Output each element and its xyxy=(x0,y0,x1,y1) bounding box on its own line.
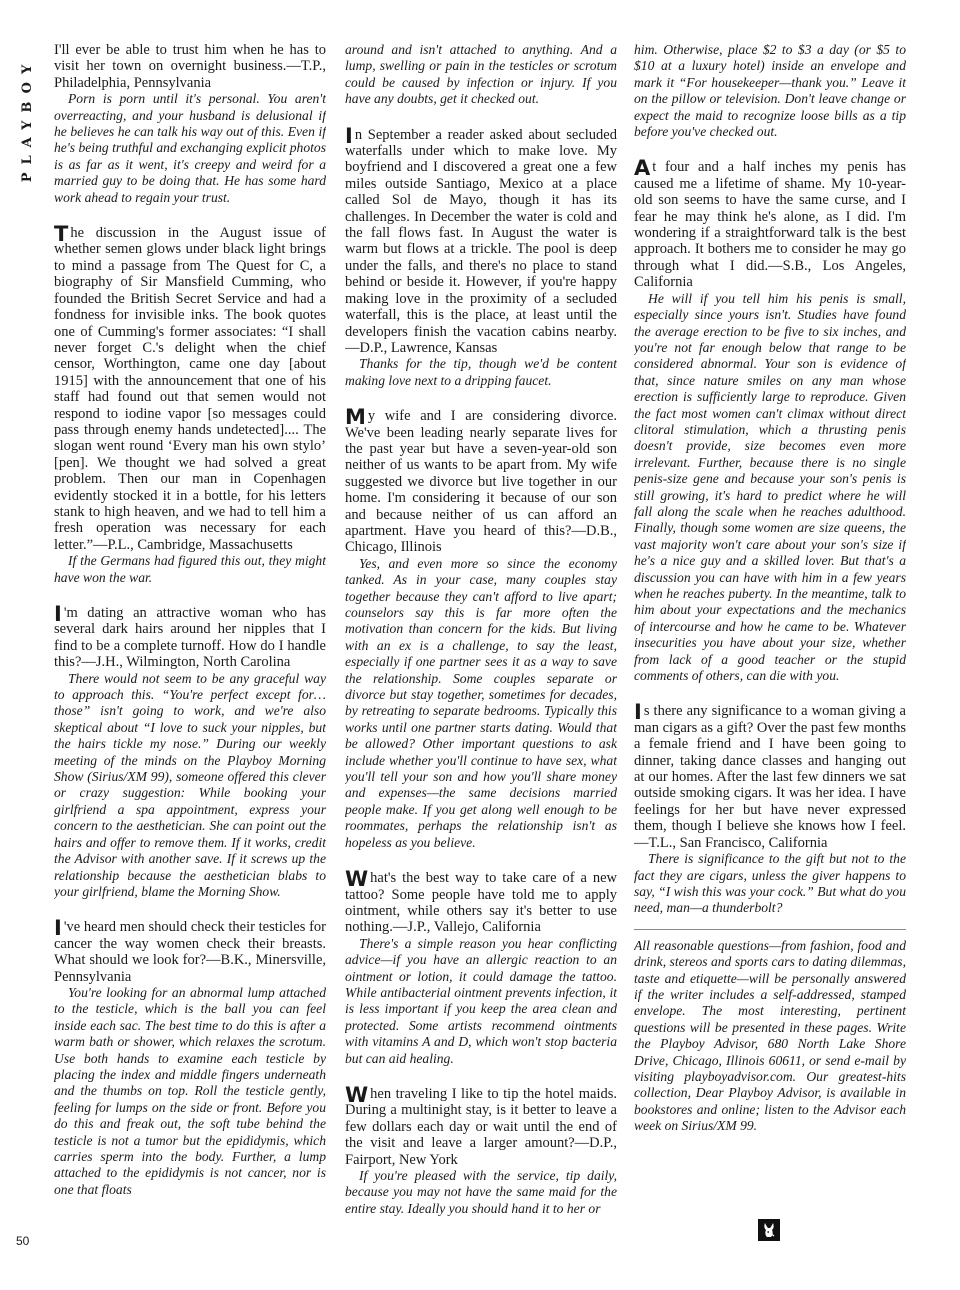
section-divider xyxy=(634,929,906,930)
rabbit-head-icon xyxy=(758,1219,780,1241)
drop-cap: I xyxy=(345,123,353,148)
drop-cap: W xyxy=(345,1082,369,1107)
drop-cap: W xyxy=(345,867,369,892)
paragraph-text: n September a reader asked about secluded waterfalls under which to make love. My boyfriend and I discovered a great one a few miles outside Santiago, Mexico at a place called Sol de Mayo, though it has its challenges. In December the water is cold and the fall flows fast. In August the water is warm but flows at a trickle. The pool is deep under the falls, and there's no place to stand behind or beside it. However, if you're happy making love in the proximity of a secluded waterfall, this is the place, at least until the developers finish the vacation cabins nearby.—D.P., Lawrence, Kansas xyxy=(345,126,617,356)
paragraph-text: If the Germans had figured this out, they might have won the war. xyxy=(54,553,326,585)
submission-note xyxy=(634,938,906,1135)
column-3 xyxy=(634,42,906,1252)
paragraph-text: You're looking for an abnormal lump attached to the testicle, which is the ball you can feel inside each sac. The best time to do this is after a warm bath or shower, which relaxes the scrotum. Use both hands to examine each testicle by placing the index and middle fingers underneath and the thumbs on top. Roll the testicle gently, feeling for lumps on the side or front. Before you do this and freak out, the soft tube behind the testicle is not a tumor but the epididymis, which carries sperm into the body. Further, a lump attached to the epididymis is not cancer, nor is one that floats xyxy=(54,984,326,1197)
advisor-answer xyxy=(634,851,906,917)
advisor-answer xyxy=(54,91,326,206)
paragraph-text: 'm dating an attractive woman who has several dark hairs around her nipples that I find to be a complete turnoff. How do I handle this?—J.H., Wilmington, North Carolina xyxy=(54,605,326,671)
reader-question xyxy=(54,42,326,91)
column-1 xyxy=(54,42,326,1252)
paragraph-text: Porn is porn until it's personal. You aren't overreacting, and your husband is delusional if he believes he can talk his way out of this. Even if he's being truthful and exchanging explicit photos is as far as it went, it's creepy and weird for a married guy to be doing that. He has some hard work ahead to regain your trust. xyxy=(54,91,326,205)
reader-question xyxy=(345,1082,617,1168)
paragraph-text: he discussion in the August issue of whether semen glows under black light brings to mind a passage from The Quest for C, a biography of Sir Mansfield Cumming, who founded the British Secret Service and had a fondness for invisible inks. The book quotes one of Cumming's former associates: “I shall never forget C.'s delight when the chief censor, Worthington, came one day [about 1915] with the announcement that one of his staff had found out that semen would not respond to iodine vapor [so messages could pass through enemy hands undetected].... The slogan went round ‘Every man his own stylo’ [pen]. We thought we had solved a great problem. Then our man in Copenhagen evidently stocked it in a bottle, for his letters stank to high heaven, and we had to tell him a fresh operation was necessary for each letter.”—P.L., Cambridge, Massachusetts xyxy=(54,225,326,553)
paragraph-text: If you're pleased with the service, tip daily, because you may not have the same maid for the entire stay. Ideally you should hand it to her or xyxy=(345,1168,617,1216)
drop-cap: I xyxy=(54,916,62,941)
column-2 xyxy=(345,42,617,1252)
paragraph-text: t four and a half inches my penis has caused me a lifetime of shame. My 10-year-old son seems to have the same curse, and I fear he may think he's alone, as I did. I'm wondering if a straightforward talk is the best approach. It bothers me to consider he may go through what I did.—S.B., Los Angeles, California xyxy=(634,159,906,291)
reader-question xyxy=(634,700,906,851)
drop-cap: I xyxy=(54,602,62,626)
paragraph-text: There would not seem to be any graceful way to approach this. “You're perfect except for… those” isn't going to work, and we're also skeptical about “I love to suck your nipples, but the hairs tickle my nose.” During our weekly meeting of the minds on the Playboy Morning Show (Sirius/XM 99), someone offered this clever or crazy suggestion: While booking your girlfriend a spa appointment, express your concern to the aesthetician. She can point out the hairs and offer to remove them. If it works, credit the Advisor with another save. If it screws up the relationship because the aesthetician blabs to your girlfriend, blame the Morning Show. xyxy=(54,670,326,899)
paragraph-text: hen traveling I like to tip the hotel maids. During a multinight stay, is it better to leave a few dollars each day or wait until the end of the visit and leave a larger amount?—D.P., Fairport, New York xyxy=(345,1085,617,1168)
advisor-answer xyxy=(54,553,326,586)
paragraph-text: There is significance to the gift but not to the fact they are cigars, unless the giver happens to say, “I wish this was your cock.” But what do you need, man—a thunderbolt? xyxy=(634,851,906,916)
masthead-title: PLAYBOY xyxy=(20,56,36,182)
paragraph-text: around and isn't attached to anything. And a lump, swelling or pain in the testicles or scrotum could be caused by infection or injury. If you have any doubts, get it checked out. xyxy=(345,42,617,107)
paragraph-text: There's a simple reason you hear conflicting advice—if you have an allergic reaction to an ointment or lotion, it could damage the tattoo. While antibacterial ointment prevents infection, it is less important if you keep the area clean and protected. Some artists recommend ointments with vitamins A and D, which won't stop bacteria but can aid healing. xyxy=(345,935,617,1066)
paragraph-text: I'll ever be able to trust him when he has to visit her town on overnight business.—T.P., Philadelphia, Pennsylvania xyxy=(54,42,326,91)
paragraph-text: All reasonable questions—from fashion, food and drink, stereos and sports cars to dating dilemmas, taste and etiquette—will be personally answered if the writer includes a self-addressed, stamped envelope. The most interesting, pertinent questions will be presented in these pages. Write the Playboy Advisor, 680 North Lake Shore Drive, Chicago, Illinois 60611, or send e-mail by visiting playboyadvisor.com. Our greatest-hits collection, Dear Playboy Advisor, is available in bookstores and online; listen to the Advisor each week on Sirius/XM 99. xyxy=(634,937,906,1134)
drop-cap: M xyxy=(345,405,366,430)
drop-cap: I xyxy=(634,700,642,725)
advisor-answer xyxy=(345,42,617,108)
advisor-answer xyxy=(345,936,617,1067)
advisor-answer xyxy=(345,1168,617,1217)
paragraph-text: He will if you tell him his penis is small, especially since yours isn't. Studies have found the average erection to be five to six inches, and you're not far enough below that range to be considered abnormal. Your son is evidence of that, since nature smiles on any man whose erection is sufficiently large to reproduce. Given the fact most women can't climax without direct clitoral stimulation, which a thrusting penis doesn't provide, size becomes even more irrelevant. Further, because there is no single penis-size gene and because your son's penis is still growing, it's hard to predict where he will fall along the scale when he reaches adulthood. Finally, though some women are size queens, the vast majority won't care about your son's size if he's a nice guy and a skilled lover. But that's a discussion you can have with him in a few years when he reaches puberty. In the meantime, talk to him about your expectations and the mechanics of intercourse and how he came to be. Whatever insecurities you have about your size, whether from lack of a good teacher or the stupid comments of others, can die with you. xyxy=(634,290,906,684)
reader-question xyxy=(634,156,906,291)
paragraph-text: s there any significance to a woman giving a man cigars as a gift? Over the past few months a female friend and I have been going to dinner, taking dance classes and hanging out at our homes. After the last few dinners we sat outside smoking cigars. It was her idea. I have feelings for her but have never expressed them, though I believe she knows how I feel.—T.L., San Francisco, California xyxy=(634,703,906,851)
advisor-answer xyxy=(345,556,617,851)
paragraph-text: y wife and I are considering divorce. We've been leading nearly separate lives for the past year but have a seven-year-old son neither of us wants to be apart from. My wife suggested we divorce but live together in our home. I'm considering it because of our son and because neither of us can afford an apartment. Have you heard of this?—D.B., Chicago, Illinois xyxy=(345,408,617,556)
drop-cap: T xyxy=(54,222,69,247)
advisor-answer xyxy=(634,291,906,685)
advisor-answer xyxy=(634,42,906,140)
masthead xyxy=(14,44,42,194)
advisor-answer xyxy=(345,356,617,389)
drop-cap: A xyxy=(634,156,651,181)
page-number: 50 xyxy=(16,1234,30,1248)
paragraph-text: him. Otherwise, place $2 to $3 a day (or $5 to $10 at a luxury hotel) inside an envelope and mark it “For housekeeper—thank you.” Leave it on the pillow or television. Don't leave change or expect the maid to recognize loose bills as a tip before you've checked out. xyxy=(634,42,906,140)
paragraph-text: hat's the best way to take care of a new tattoo? Some people have told me to apply ointment, while others say it's better to use nothing.—J.P., Vallejo, California xyxy=(345,870,617,936)
reader-question xyxy=(54,222,326,553)
paragraph-text: Yes, and even more so since the economy tanked. As in your case, many couples stay together because they can't afford to live apart; counselors say this is far more often the motivation than concern for the kids. But living with an ex is a challenge, to say the least, especially if one partner sees it as a way to save the relationship. Some couples separate or divorce but stay together, sometimes for decades, by retreating to separate bedrooms. Typically this works until one partner starts dating. Would that be allowed? Other important questions to ask include whether you'll continue to have sex, what you'll tell your son and how you'll share money and expenses—the same decisions married people make. If you get along well enough to be roommates, perhaps the relationship isn't as hopeless as you believe. xyxy=(345,555,617,850)
reader-question xyxy=(345,123,617,357)
reader-question xyxy=(54,602,326,671)
reader-question xyxy=(345,405,617,556)
reader-question xyxy=(54,916,326,985)
advisor-answer xyxy=(54,985,326,1198)
advisor-answer xyxy=(54,671,326,901)
paragraph-text: 've heard men should check their testicles for cancer the way women check their breasts. What should we look for?—B.K., Minersville, Pennsylvania xyxy=(54,919,326,985)
paragraph-text: Thanks for the tip, though we'd be content making love next to a dripping faucet. xyxy=(345,356,617,388)
reader-question xyxy=(345,867,617,936)
